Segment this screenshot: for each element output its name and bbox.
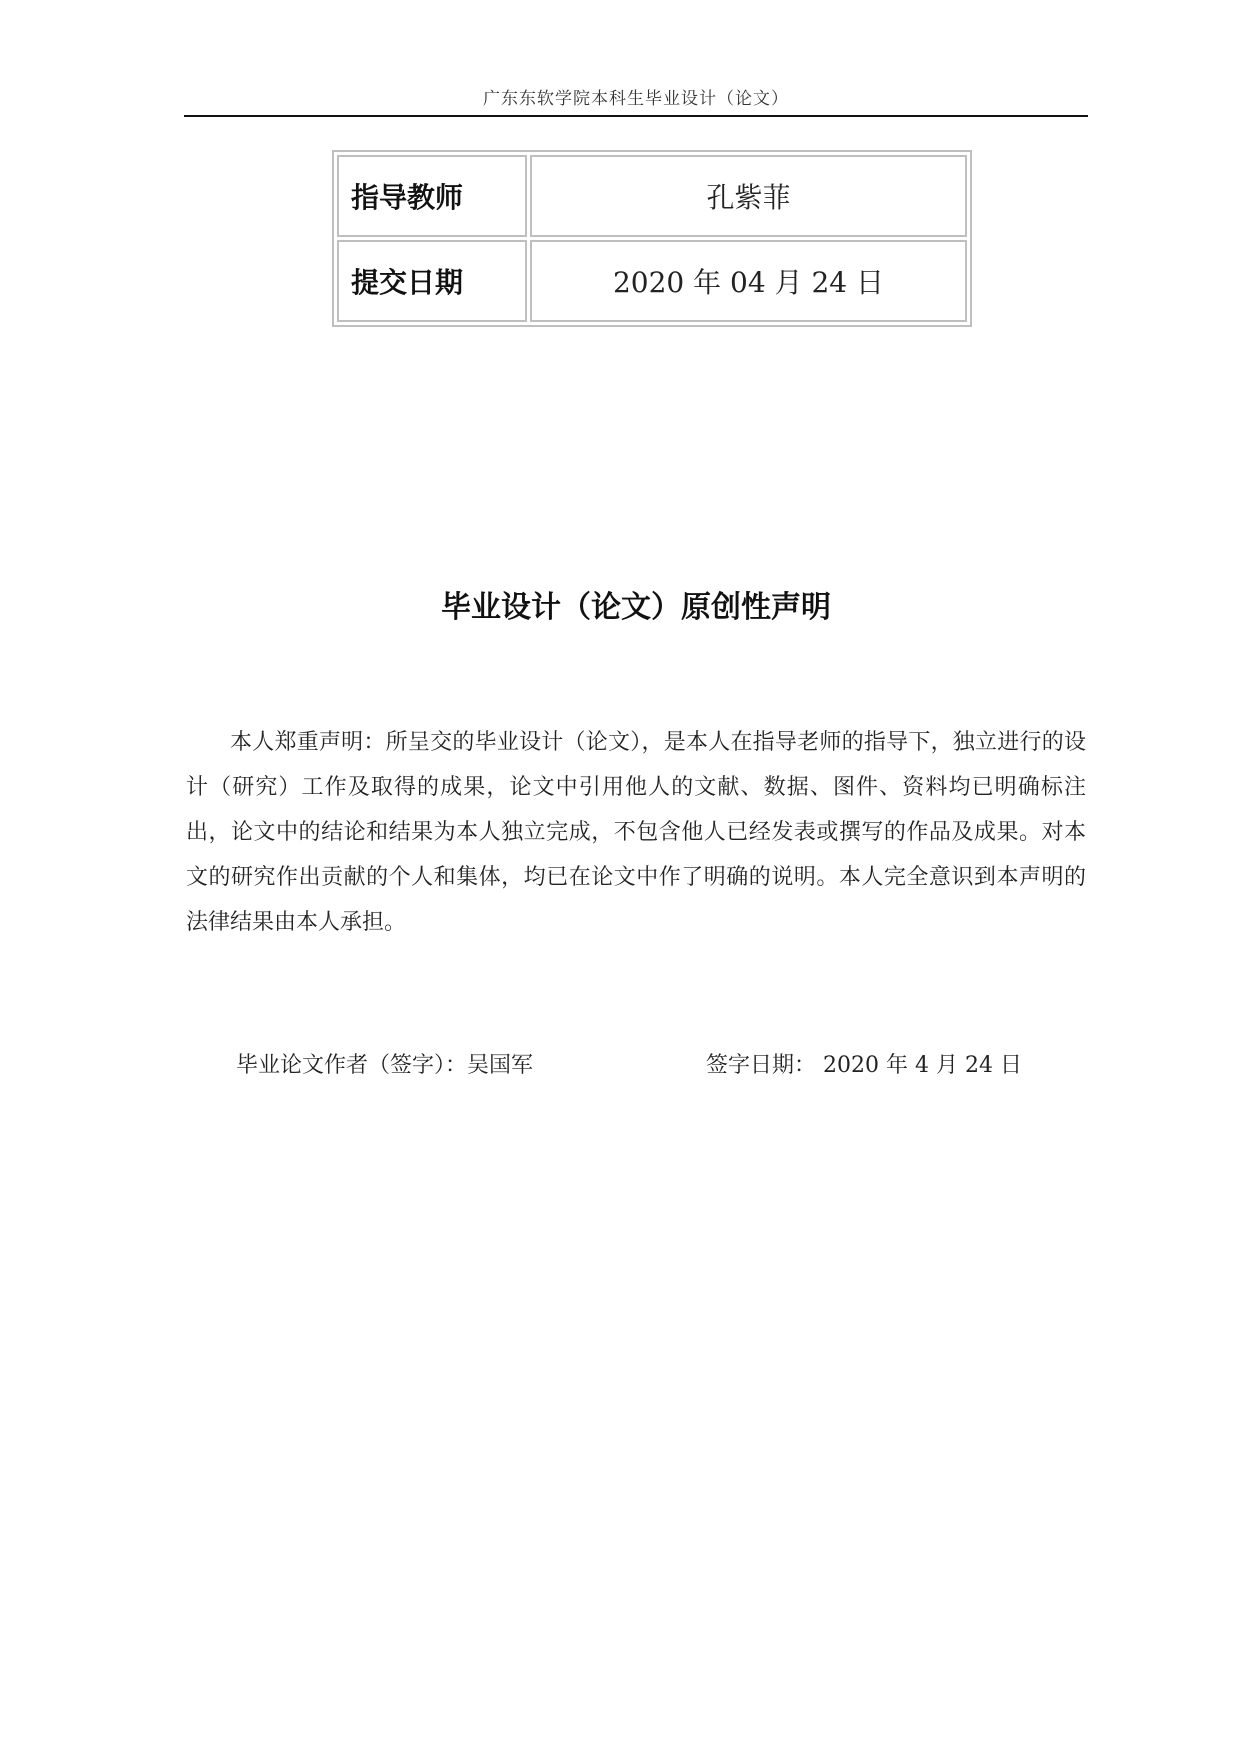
info-table [332,150,972,327]
submit-date-label: 提交日期 [337,240,527,322]
running-header-title: 广东东软学院本科生毕业设计（论文） [483,89,789,109]
advisor-value: 孔紫菲 [530,155,967,237]
statement-title: 毕业设计（论文）原创性声明 [441,590,831,625]
table-row-submit-date [337,240,967,322]
header-rule [184,115,1088,117]
statement-body: 本人郑重声明：所呈交的毕业设计（论文），是本人在指导老师的指导下，独立进行的设计（研究）工作及取得的成果，论文中引用他人的文献、数据、图件、资料均已明确标注出，论文中的结论和结果为本人独立完成，不包含他人已经发表或撰写的作品及成果。对本文的研究作出贡献的个人和集体，均已在论文中作了明确的说明。本人完全意识到本声明的法律结果由本人承担。 [186,730,1086,935]
advisor-label: 指导教师 [337,155,527,237]
table-row-advisor [337,155,967,237]
author-signature: 毕业论文作者（签字）：吴国军 [236,1053,534,1078]
signature-date: 签字日期： 2020 年 4 月 24 日 [706,1053,1022,1078]
signature-row [236,1048,1086,1088]
submit-date-value: 2020 年 04 月 24 日 [530,240,967,322]
